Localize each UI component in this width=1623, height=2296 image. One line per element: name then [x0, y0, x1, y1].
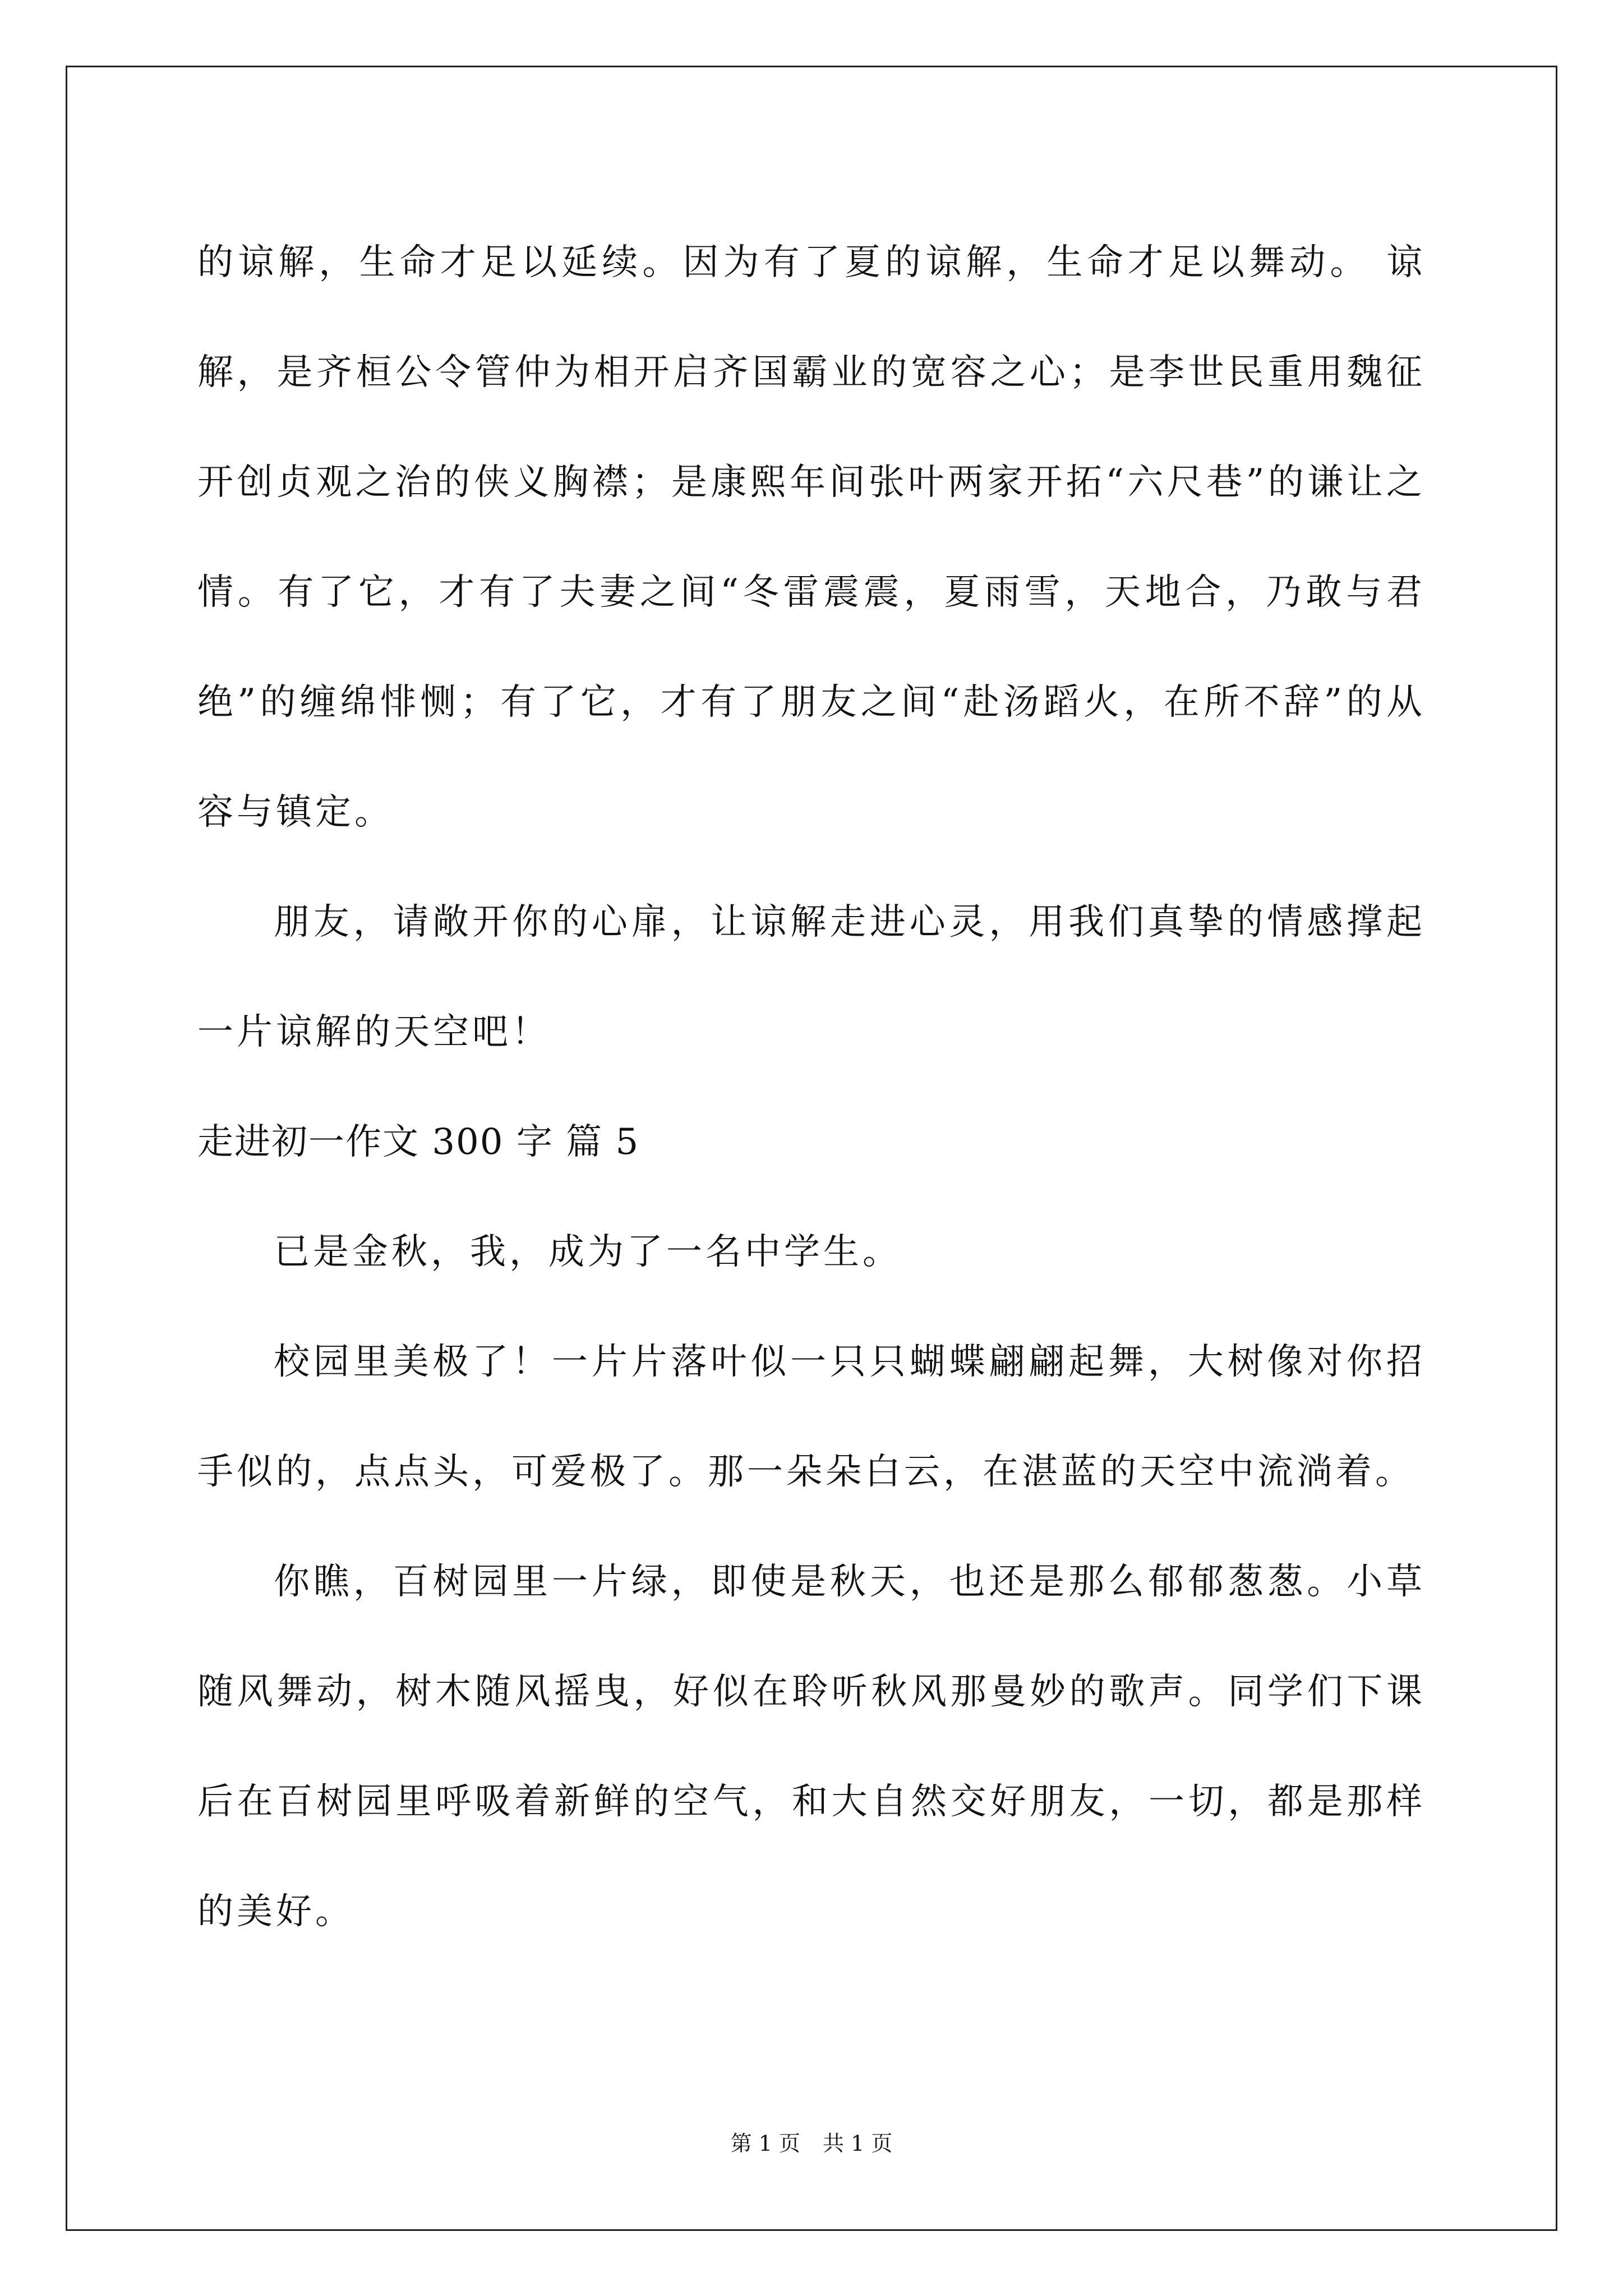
- page-footer: [0, 2126, 1623, 2157]
- page-total: 共 1 页: [823, 2131, 893, 2156]
- paragraph: 校园里美极了！一片片落叶似一只只蝴蝶翩翩起舞，大树像对你招手似的，点点头，可爱极了。那一朵朵白云，在湛蓝的天空中流淌着。: [197, 1341, 1426, 1493]
- document-body: [197, 208, 1426, 1967]
- paragraph: 朋友，请敞开你的心扉，让谅解走进心灵，用我们真挚的情感撑起一片谅解的天空吧！: [197, 901, 1426, 1053]
- paragraph: 你瞧，百树园里一片绿，即使是秋天，也还是那么郁郁葱葱。小草随风舞动，树木随风摇曳，好似在聆听秋风那曼妙的歌声。同学们下课后在百树园里呼吸着新鲜的空气，和大自然交好朋友，一切，都是那样的美好。: [197, 1561, 1426, 1932]
- section-heading: 走进初一作文 300 字 篇 5: [197, 1121, 640, 1163]
- paragraph: 已是金秋，我，成为了一名中学生。: [274, 1231, 902, 1273]
- paragraph: 的谅解，生命才足以延续。因为有了夏的谅解，生命才足以舞动。 谅解，是齐桓公令管仲为相开启齐国霸业的宽容之心；是李世民重用魏征开创贞观之治的侠义胸襟；是康熙年间张叶两家开拓“六尺巷”的谦让之情。有了它，才有了夫妻之间“冬雷震震，夏雨雪，天地合，乃敢与君绝”的缠绵悱恻；有了它，才有了朋友之间“赴汤蹈火，在所不辞”的从容与镇定。: [197, 242, 1426, 833]
- page-number: 第 1 页: [730, 2131, 800, 2156]
